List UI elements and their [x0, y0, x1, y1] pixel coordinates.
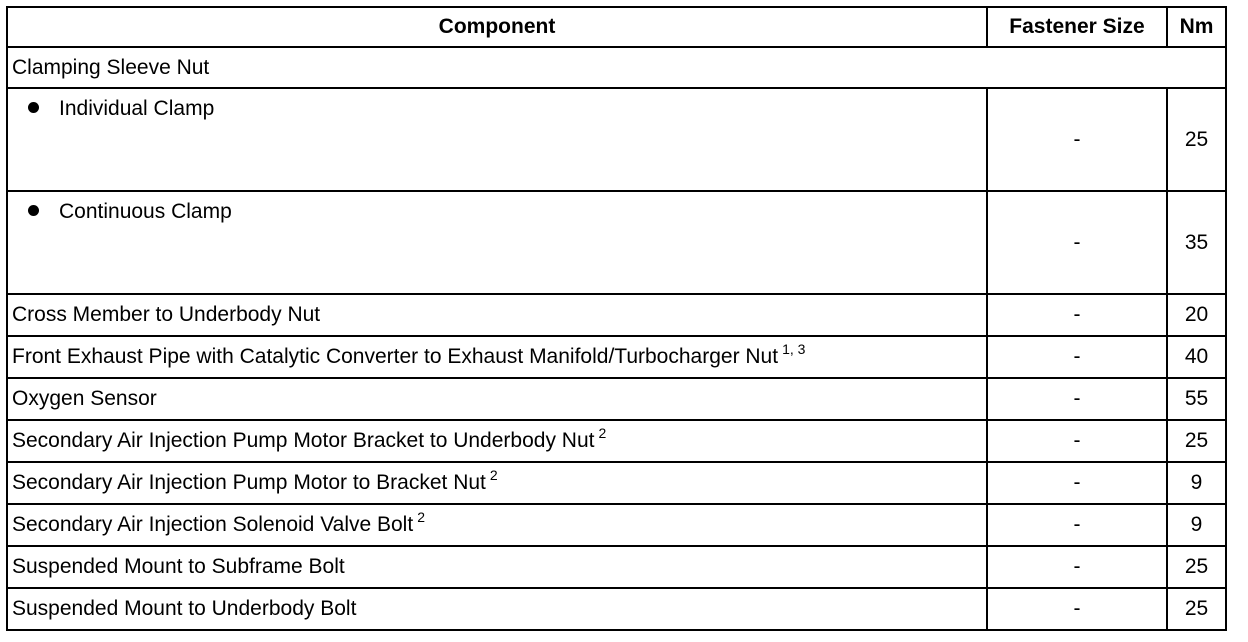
sub-row-nm: 25 [1167, 88, 1226, 191]
group-row-clamping-sleeve-nut [7, 47, 1226, 88]
row-nm: 25 [1167, 420, 1226, 462]
row-size: - [987, 462, 1167, 504]
row-label: Cross Member to Underbody Nut [12, 303, 321, 326]
table-row [7, 420, 1226, 462]
row-size: - [987, 504, 1167, 546]
header-component: Component [7, 7, 987, 47]
table-row [7, 588, 1226, 630]
table-row [7, 294, 1226, 336]
row-size: - [987, 588, 1167, 630]
row-label: Secondary Air Injection Pump Motor Bracket to Underbody Nut [12, 429, 595, 452]
sub-row-nm: 35 [1167, 191, 1226, 294]
row-label: Suspended Mount to Underbody Bolt [12, 597, 357, 620]
row-label: Secondary Air Injection Solenoid Valve Bolt [12, 513, 414, 536]
header-nm: Nm [1167, 7, 1226, 47]
row-size: - [987, 294, 1167, 336]
row-component [7, 588, 987, 630]
torque-spec-table [6, 6, 1227, 631]
header-row [7, 7, 1226, 47]
table-row [7, 546, 1226, 588]
row-size: - [987, 336, 1167, 378]
row-nm: 9 [1167, 504, 1226, 546]
row-footnote: 2 [598, 425, 607, 441]
bullet-icon [28, 205, 39, 216]
table-row [7, 378, 1226, 420]
sub-row-component [7, 88, 987, 191]
row-footnote: 1, 3 [782, 341, 806, 357]
bullet-icon [28, 102, 39, 113]
row-component [7, 504, 987, 546]
row-nm: 25 [1167, 546, 1226, 588]
row-size: - [987, 420, 1167, 462]
table-row [7, 504, 1226, 546]
row-footnote: 2 [417, 509, 425, 525]
sub-row-individual-clamp [7, 88, 1226, 191]
row-label: Oxygen Sensor [12, 387, 157, 410]
row-size: - [987, 546, 1167, 588]
sub-row-component [7, 191, 987, 294]
row-label: Front Exhaust Pipe with Catalytic Converter to Exhaust Manifold/Turbocharger Nut [12, 345, 779, 368]
sub-row-size: - [987, 88, 1167, 191]
row-component [7, 294, 987, 336]
row-label: Suspended Mount to Subframe Bolt [12, 555, 345, 578]
table-row [7, 462, 1226, 504]
row-nm: 55 [1167, 378, 1226, 420]
row-component [7, 378, 987, 420]
row-size: - [987, 378, 1167, 420]
sub-row-label: Continuous Clamp [59, 200, 232, 223]
row-component [7, 336, 987, 378]
row-nm: 25 [1167, 588, 1226, 630]
row-component [7, 462, 987, 504]
group-label: Clamping Sleeve Nut [7, 47, 1226, 88]
sub-row-continuous-clamp [7, 191, 1226, 294]
row-label: Secondary Air Injection Pump Motor to Bracket Nut [12, 471, 486, 494]
sub-row-label: Individual Clamp [59, 97, 215, 120]
row-nm: 9 [1167, 462, 1226, 504]
row-footnote: 2 [489, 467, 498, 483]
row-nm: 20 [1167, 294, 1226, 336]
row-component [7, 546, 987, 588]
row-component [7, 420, 987, 462]
header-fastener-size: Fastener Size [987, 7, 1167, 47]
table-row [7, 336, 1226, 378]
row-nm: 40 [1167, 336, 1226, 378]
sub-row-size: - [987, 191, 1167, 294]
